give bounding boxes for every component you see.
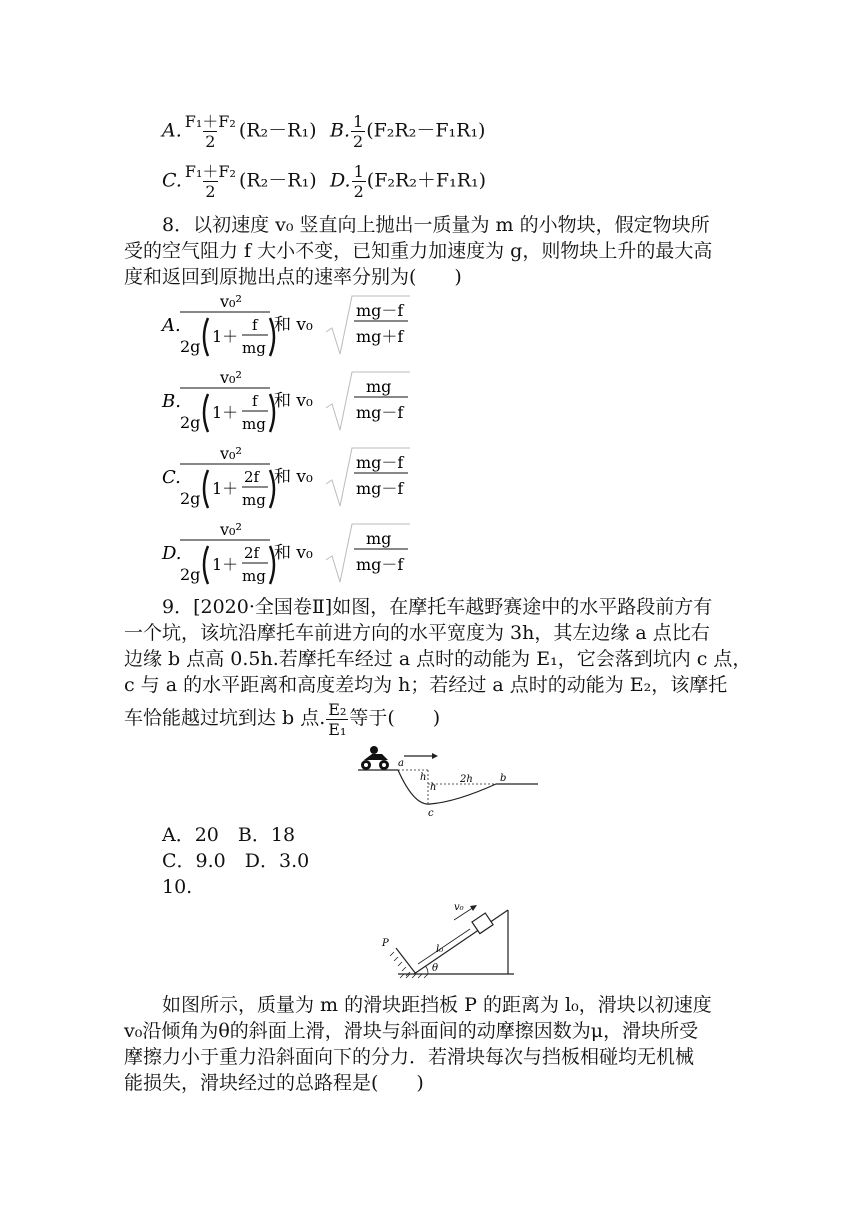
- denominator-factor: 2g: [180, 489, 201, 508]
- q8-option-d: [160, 518, 440, 590]
- angle-arc: [425, 966, 428, 974]
- svg-text:mg: mg: [242, 339, 266, 357]
- option-label: C.: [162, 169, 182, 192]
- q8-option-b: [160, 366, 440, 438]
- svg-text:mg: mg: [366, 377, 392, 396]
- distance-arrow: [418, 929, 470, 964]
- left-paren: [204, 318, 208, 356]
- barrier-p: [396, 948, 416, 974]
- fraction: $\frac{\text{F₁＋F₂}}{2}$: [184, 162, 236, 201]
- q8-stem-line-1: 8．以初速度 v₀ 竖直向上抛出一质量为 m 的小物块，假定物块所: [162, 214, 710, 236]
- q9-stem-line-4: c 与 a 的水平距离和高度差均为 h；若经过 a 点时的动能为 E₂，该摩托: [124, 674, 728, 696]
- numerator: v₀²: [220, 368, 242, 387]
- q10-number: 10.: [162, 876, 193, 898]
- velocity-label: v₀: [454, 902, 464, 913]
- left-paren: [204, 470, 208, 508]
- velocity-arrow-head: [470, 905, 477, 911]
- svg-text:1＋: 1＋: [212, 479, 239, 498]
- svg-text:mg: mg: [242, 567, 266, 585]
- svg-text:1＋: 1＋: [212, 555, 239, 574]
- svg-text:mg: mg: [242, 491, 266, 509]
- point-c-label: c: [428, 808, 434, 819]
- fraction: $\frac{1}{2}$: [353, 112, 364, 151]
- q10-incline-figure: [378, 896, 528, 980]
- option-label: C.: [162, 467, 181, 488]
- height-label-2: h: [430, 782, 437, 793]
- q8-stem-line-2: 受的空气阻力 f 大小不变，已知重力加速度为 g，则物块上升的最大高: [124, 240, 713, 262]
- svg-text:和 v₀: 和 v₀: [274, 543, 313, 563]
- distance-label: l₀: [436, 944, 444, 955]
- q9-options-ab: A．20 B．18: [162, 824, 296, 846]
- q9-stem-line-5: 车恰能越过坑到达 b 点. $\frac{\text{E₂}}{\text{E₁}}$ 等于( ): [124, 699, 441, 739]
- q9-options-cd: C．9.0 D．3.0: [162, 850, 310, 872]
- svg-text:mg－f: mg－f: [356, 403, 404, 422]
- barrier-hatch: [390, 952, 410, 976]
- option-label: B.: [330, 119, 351, 142]
- left-paren: [204, 546, 208, 584]
- svg-text:和 v₀: 和 v₀: [274, 467, 313, 487]
- numerator: v₀²: [220, 292, 242, 311]
- q9-stem-line-1: 9．[2020·全国卷Ⅱ]如图，在摩托车越野赛途中的水平路段前方有: [162, 596, 713, 618]
- angle-label: θ: [432, 963, 439, 974]
- slider-block: [472, 913, 493, 934]
- q8-stem-line-3: 度和返回到原抛出点的速率分别为( ): [124, 266, 462, 288]
- energy-ratio-fraction: $\frac{\text{E₂}}{\text{E₁}}$: [328, 699, 347, 739]
- q9-stem-line-2: 一个坑，该坑沿摩托车前进方向的水平宽度为 3h，其左边缘 a 点比右: [124, 622, 710, 644]
- fraction: $\frac{1}{2}$: [353, 162, 364, 201]
- fraction: $\frac{\text{F₁＋F₂}}{2}$: [184, 112, 236, 151]
- q10-stem-line-4: 能损失，滑块经过的总路程是( ): [124, 1072, 424, 1094]
- q8-option-c: [160, 442, 440, 514]
- option-label: D.: [162, 543, 182, 564]
- point-b-label: b: [500, 773, 507, 784]
- height-label-1: h: [420, 772, 427, 783]
- q10-stem-line-2: v₀沿倾角为θ的斜面上滑，滑块与斜面间的动摩擦因数为μ，滑块所受: [124, 1020, 699, 1042]
- svg-text:和 v₀: 和 v₀: [274, 391, 313, 411]
- denominator-factor: 2g: [180, 413, 201, 432]
- q9-stem-line-3: 边缘 b 点高 0.5h.若摩托车经过 a 点时的动能为 E₁，它会落到坑内 c 点，: [124, 648, 752, 670]
- motorcycle-icon: [361, 746, 389, 770]
- q9-pit-figure: [356, 744, 542, 820]
- option-label: A.: [162, 315, 181, 336]
- numerator: v₀²: [220, 444, 242, 463]
- svg-text:1＋: 1＋: [212, 403, 239, 422]
- point-a-label: a: [398, 758, 404, 769]
- option-label: A.: [162, 119, 182, 142]
- q7-option-a: A. $\frac{\text{F₁＋F₂}}{2}$ (R₂－R₁): [162, 112, 317, 151]
- left-paren: [204, 394, 208, 432]
- svg-text:f: f: [252, 316, 258, 334]
- q7-option-d: D. $\frac{1}{2}$ (F₂R₂＋F₁R₁): [330, 162, 487, 201]
- q10-stem-line-1: 如图所示，质量为 m 的滑块距挡板 P 的距离为 l₀，滑块以初速度: [162, 994, 712, 1016]
- denominator-factor: 2g: [180, 337, 201, 356]
- svg-text:mg: mg: [366, 529, 392, 548]
- numerator: v₀²: [220, 520, 242, 539]
- svg-text:mg－f: mg－f: [356, 555, 404, 574]
- q10-stem-line-3: 摩擦力小于重力沿斜面向下的分力．若滑块每次与挡板相碰均无机械: [124, 1046, 695, 1068]
- svg-text:mg＋f: mg＋f: [356, 327, 404, 346]
- arrow-head: [432, 753, 438, 759]
- q8-option-a: [160, 290, 440, 362]
- barrier-label: P: [382, 938, 389, 949]
- svg-text:和 v₀: 和 v₀: [274, 315, 313, 335]
- svg-text:1＋: 1＋: [212, 327, 239, 346]
- width-label: 2h: [460, 774, 473, 785]
- svg-text:f: f: [252, 392, 258, 410]
- q7-option-b: B. $\frac{1}{2}$ (F₂R₂－F₁R₁): [330, 112, 486, 151]
- denominator-factor: 2g: [180, 565, 201, 584]
- svg-text:2f: 2f: [244, 468, 260, 486]
- svg-text:2f: 2f: [244, 544, 260, 562]
- svg-text:mg－f: mg－f: [356, 479, 404, 498]
- svg-text:mg－f: mg－f: [356, 301, 404, 320]
- incline-surface: [414, 910, 508, 974]
- option-label: D.: [330, 169, 351, 192]
- svg-text:mg: mg: [242, 415, 266, 433]
- q7-option-c: C. $\frac{\text{F₁＋F₂}}{2}$ (R₂－R₁): [162, 162, 317, 201]
- option-label: B.: [162, 391, 181, 412]
- svg-text:mg－f: mg－f: [356, 453, 404, 472]
